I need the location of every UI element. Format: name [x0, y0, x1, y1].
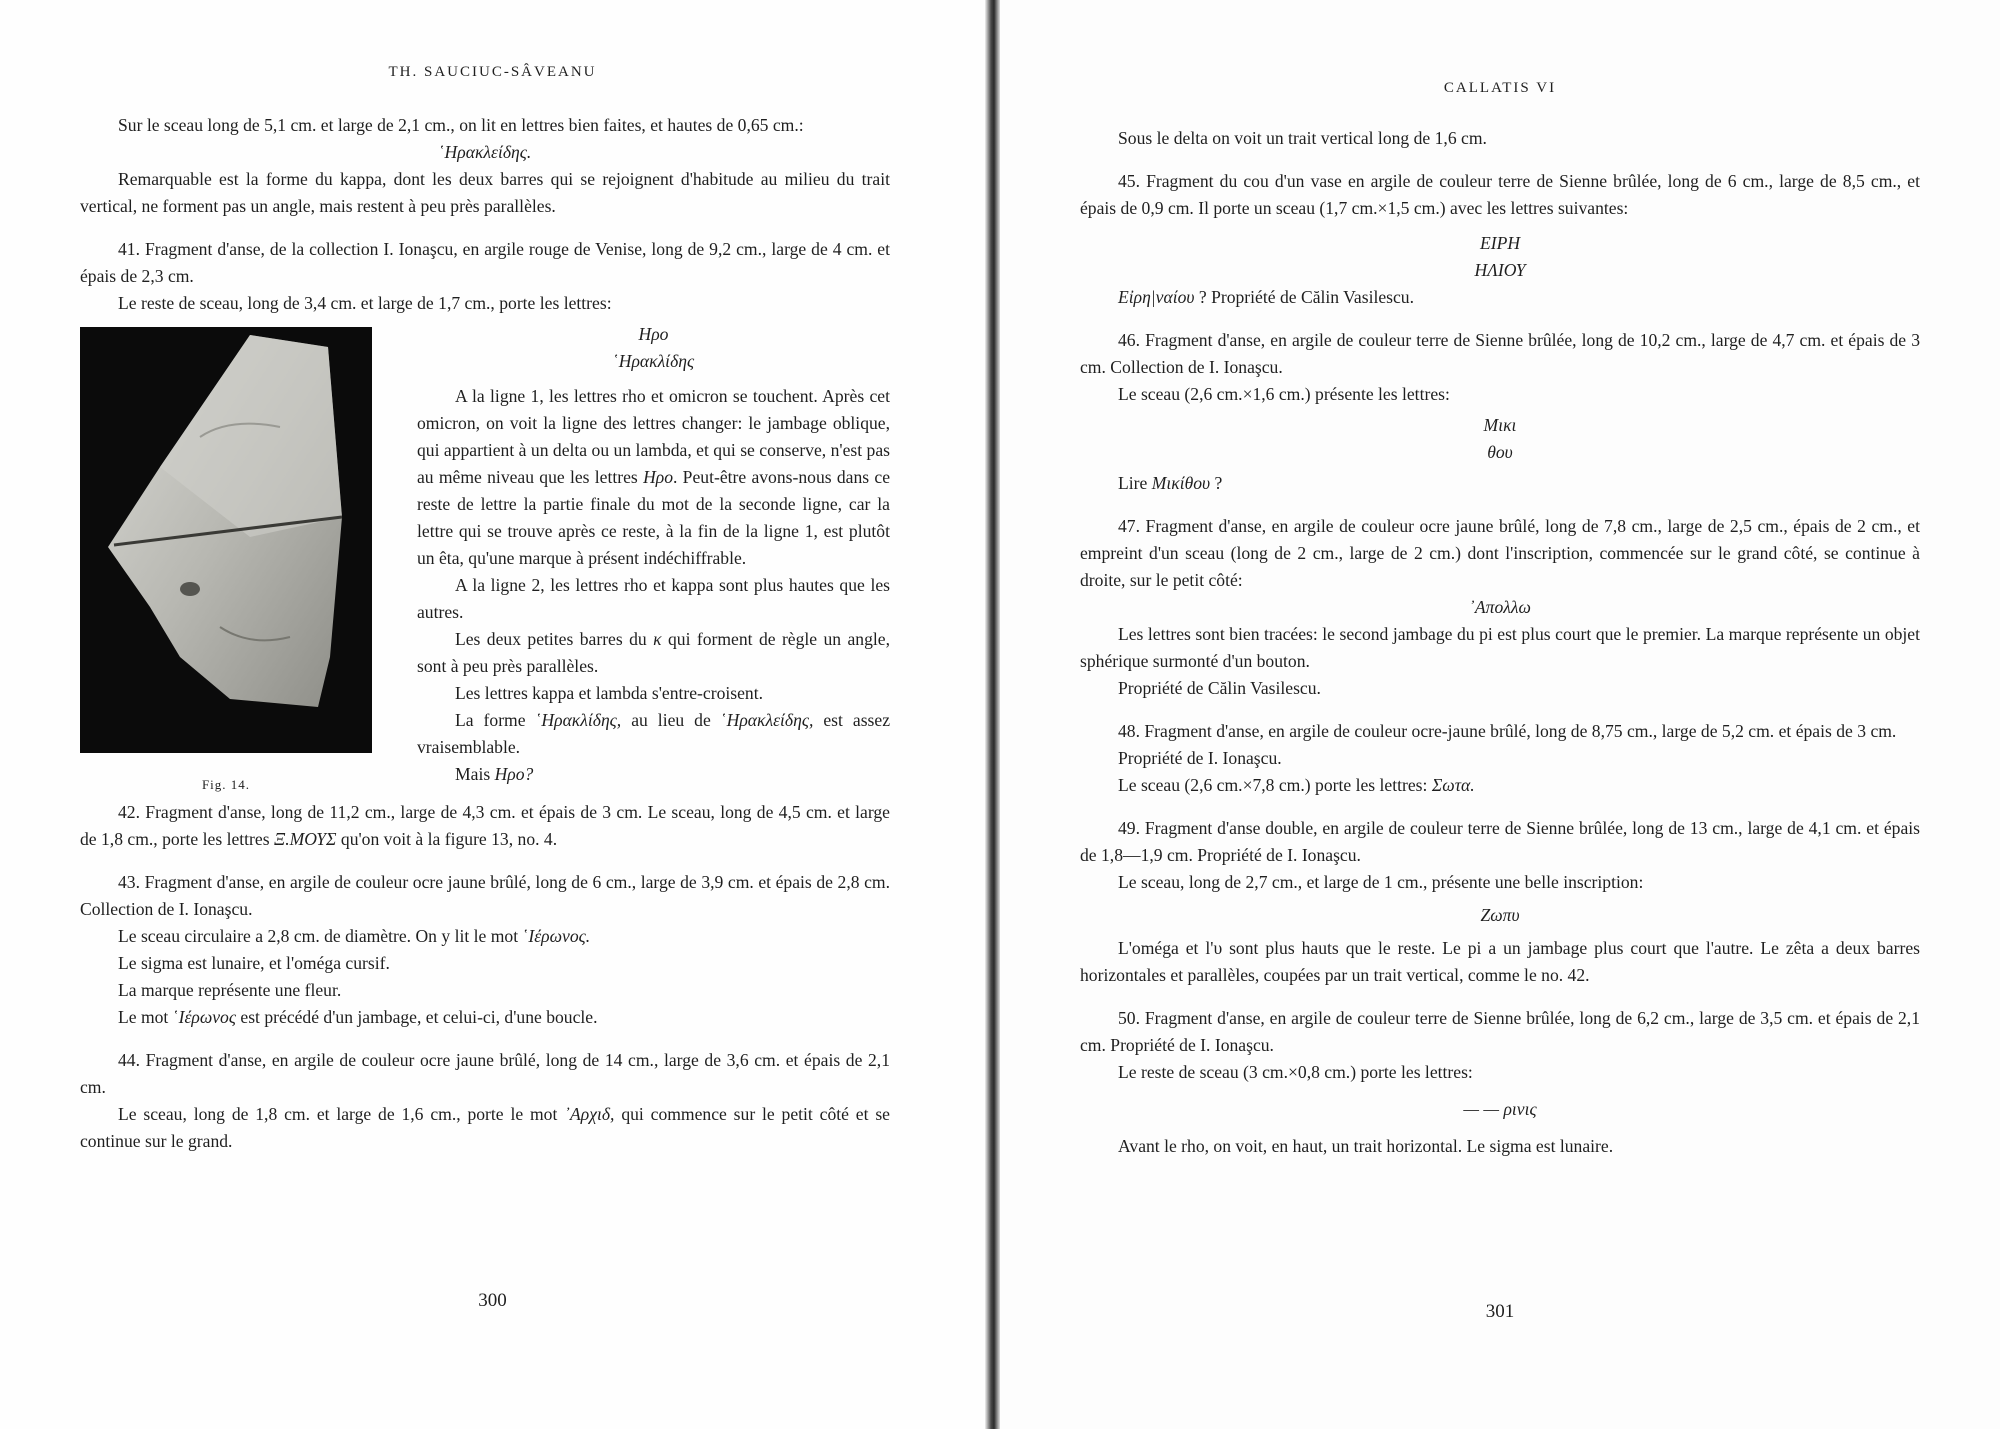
- greek-word: Μικίθου: [1151, 473, 1211, 493]
- paragraph: [417, 383, 890, 572]
- text-run: ?: [1214, 473, 1223, 493]
- text-run: 42. Fragment d'anse, long de 11,2 cm., large de 4,3 cm. et épais de 3 cm. Le sceau, long de 4,5 cm. et large de 1,8 cm., porte les lettres: [80, 802, 890, 849]
- paragraph: Sur le sceau long de 5,1 cm. et large de 2,1 cm., on lit en lettres bien faites, et hautes de 0,65 cm.:: [118, 115, 804, 135]
- page-number: 301: [1485, 1301, 1515, 1322]
- text-run: La forme: [455, 710, 526, 730]
- greek-inscription: θου: [1487, 442, 1513, 462]
- greek-word: ῾Ηρακλείδης,: [720, 710, 814, 730]
- text-run: au lieu de: [631, 710, 711, 730]
- text-run: qui commence sur le petit côté et se continue sur le grand.: [80, 1104, 890, 1151]
- greek-word: κ: [653, 629, 662, 649]
- paragraph: Remarquable est la forme du kappa, dont les deux barres qui se rejoignent d'habitude au milieu du trait vertical, ne forment pas un angle, mais restent à peu près parallèles.: [80, 169, 890, 216]
- paragraph: [80, 923, 890, 950]
- entry-46: 46. Fragment d'anse, en argile de couleur terre de Sienne brûlée, long de 10,2 cm., large de 4,7 cm. et épais de 3 cm. Collection de I. Ionaşcu.: [1080, 330, 1920, 377]
- greek-word: Ξ.ΜΟΥΣ: [273, 829, 337, 849]
- greek-inscription: ῾Ηρακλίδης: [612, 351, 695, 371]
- text-run: A la ligne 1, les lettres rho et omicron se touchent. Après cet omicron, on voit la ligne des lettres changer: le jambage oblique, qui appartient à un delta ou un lambda, et qui se conserve, n'est pas au même niveau que les lettres: [417, 386, 890, 487]
- greek-inscription: Ηρο: [638, 324, 669, 344]
- text-run: Le sceau, long de 1,8 cm. et large de 1,6 cm., porte le mot: [118, 1104, 558, 1124]
- greek-word: Ηρο?: [494, 764, 534, 784]
- paragraph: Le reste de sceau (3 cm.×0,8 cm.) porte les lettres:: [1118, 1062, 1473, 1082]
- text-run: ? Propriété de Călin Vasilescu.: [1198, 287, 1415, 307]
- text-run: Mais: [455, 764, 491, 784]
- entry-41: 41. Fragment d'anse, de la collection I. Ionaşcu, en argile rouge de Venise, long de 9,2 cm., large de 4 cm. et épais de 2,3 cm.: [80, 239, 890, 286]
- paragraph: L'oméga et l'υ sont plus hauts que le reste. Le pi a un jambage plus court que l'autre. Le zêta a deux barres horizontales et parallèles, coupées par un trait vertical, comme le no. 42.: [1080, 938, 1920, 985]
- paragraph: Avant le rho, on voit, en haut, un trait horizontal. Le sigma est lunaire.: [1118, 1136, 1614, 1156]
- greek-inscription: ΗΛΙΟΥ: [1474, 260, 1526, 280]
- greek-word: ῾Ηρακλίδης,: [535, 710, 622, 730]
- text-run: . Peut-être avons-nous dans ce reste de lettre la partie finale du mot de la seconde ligne, car la lettre qui se trouve après ce reste, à la fin de la ligne 1, est plutôt un êta, qu'une marque à présent indéchiffrable.: [417, 467, 891, 568]
- entry-45: 45. Fragment du cou d'un vase en argile de couleur terre de Sienne brûlée, long de 6 cm., large de 8,5 cm., et épais de 0,9 cm. Il porte un sceau (1,7 cm.×1,5 cm.) avec les lettres suivantes:: [1080, 171, 1920, 218]
- entry-49: 49. Fragment d'anse double, en argile de couleur terre de Sienne brûlée, long de 13 cm., large de 4,1 cm. et épais de 1,8—1,9 cm. Propriété de I. Ionaşcu.: [1080, 818, 1920, 865]
- entry-50: 50. Fragment d'anse, en argile de couleur terre de Sienne brûlée, long de 6,2 cm., large de 3,5 cm. et épais de 2,1 cm. Propriété de I. Ionaşcu.: [1080, 1008, 1920, 1055]
- greek-inscription: Μικι: [1483, 415, 1517, 435]
- paragraph: [80, 1004, 890, 1031]
- paragraph: Le sigma est lunaire, et l'oméga cursif.: [118, 953, 390, 973]
- text-run: est assez vraisemblable.: [417, 710, 891, 757]
- greek-inscription: Ζωπυ: [1480, 905, 1520, 925]
- paragraph: [417, 761, 890, 788]
- greek-word: Εἰρη|ναίου: [1118, 287, 1195, 307]
- paragraph: Sous le delta on voit un trait vertical long de 1,6 cm.: [1118, 128, 1487, 148]
- paragraph: [417, 707, 890, 761]
- entry-48: 48. Fragment d'anse, en argile de couleur ocre-jaune brûlé, long de 8,75 cm., large de 5,2 cm. et épais de 3 cm.: [1118, 721, 1897, 741]
- greek-word: Ηρο: [643, 467, 674, 487]
- greek-word: ᾿Αρχιδ,: [564, 1104, 615, 1124]
- greek-word: ῾Ιέρωνος.: [522, 926, 591, 946]
- right-page: [1000, 0, 2000, 1429]
- greek-word: ῾Ιέρωνος: [172, 1007, 236, 1027]
- entry-44: 44. Fragment d'anse, en argile de couleur ocre jaune brûlé, long de 14 cm., large de 3,6 cm. et épais de 2,1 cm.: [80, 1050, 890, 1097]
- paragraph: Le reste de sceau, long de 3,4 cm. et large de 1,7 cm., porte les lettres:: [118, 293, 612, 313]
- entry-47: 47. Fragment d'anse, en argile de couleur ocre jaune brûlé, long de 7,8 cm., large de 2,5 cm., épais de 2 cm., et empreint d'un sceau (long de 2 cm., large de 2 cm.) dont l'inscription, commencée sur le grand côté, se continue à droite, sur le petit côté:: [1080, 516, 1920, 590]
- entry-43: 43. Fragment d'anse, en argile de couleur ocre jaune brûlé, long de 6 cm., large de 3,9 cm. et épais de 2,8 cm. Collection de I. Ionaşcu.: [80, 872, 890, 919]
- text-run: Le sceau circulaire a 2,8 cm. de diamètre. On y lit le mot: [118, 926, 519, 946]
- greek-inscription: ᾿Απολλω: [1469, 597, 1531, 617]
- text-run: Lire: [1118, 473, 1148, 493]
- left-text-column: [80, 112, 890, 1155]
- paragraph: [1080, 772, 1920, 799]
- text-run: qui forment de règle un angle, sont à peu près parallèles.: [417, 629, 890, 676]
- running-head: CALLATIS VI: [1443, 80, 1557, 96]
- paragraph: Les lettres sont bien tracées: le second jambage du pi est plus court que le premier. La marque représente un objet sphérique surmonté d'un bouton.: [1080, 624, 1920, 671]
- text-run: est précédé d'un jambage, et celui-ci, d'une boucle.: [240, 1007, 598, 1027]
- running-head: TH. SAUCIUC-SÂVEANU: [388, 64, 597, 80]
- paragraph: Propriété de I. Ionaşcu.: [1118, 748, 1282, 768]
- right-text-column: [1080, 125, 1920, 1160]
- paragraph: A la ligne 2, les lettres rho et kappa sont plus hautes que les autres.: [417, 575, 890, 622]
- figure-photo: [80, 327, 372, 753]
- entry-42: [80, 799, 890, 853]
- text-run: Le sceau (2,6 cm.×7,8 cm.) porte les lettres:: [1118, 775, 1428, 795]
- greek-inscription: ῾Ηρακλείδης.: [438, 142, 532, 162]
- paragraph: [1080, 470, 1920, 497]
- greek-inscription: — — ρινις: [1463, 1099, 1537, 1119]
- paragraph: Le sceau (2,6 cm.×1,6 cm.) présente les lettres:: [1118, 384, 1450, 404]
- book-gutter: [985, 0, 1000, 1429]
- text-run: Le mot: [118, 1007, 169, 1027]
- paragraph: Le sceau, long de 2,7 cm., et large de 1 cm., présente une belle inscription:: [1118, 872, 1644, 892]
- paragraph: [1080, 284, 1920, 311]
- amphora-handle-fragment-image: [80, 327, 372, 753]
- figure-caption: Fig. 14.: [201, 777, 251, 792]
- page-number: 300: [478, 1290, 507, 1311]
- paragraph: Propriété de Călin Vasilescu.: [1118, 678, 1321, 698]
- paragraph: [417, 626, 890, 680]
- paragraph: [80, 1101, 890, 1155]
- figure-side-text: [417, 321, 890, 788]
- figure-block: [80, 324, 891, 797]
- greek-word: Σωτα.: [1431, 775, 1475, 795]
- text-run: Les deux petites barres du: [455, 629, 647, 649]
- text-run: qu'on voit à la figure 13, no. 4.: [340, 829, 558, 849]
- left-page: [0, 0, 985, 1429]
- paragraph: Les lettres kappa et lambda s'entre-croisent.: [455, 683, 764, 703]
- paragraph: La marque représente une fleur.: [118, 980, 342, 1000]
- greek-inscription: ΕΙΡΗ: [1479, 233, 1521, 253]
